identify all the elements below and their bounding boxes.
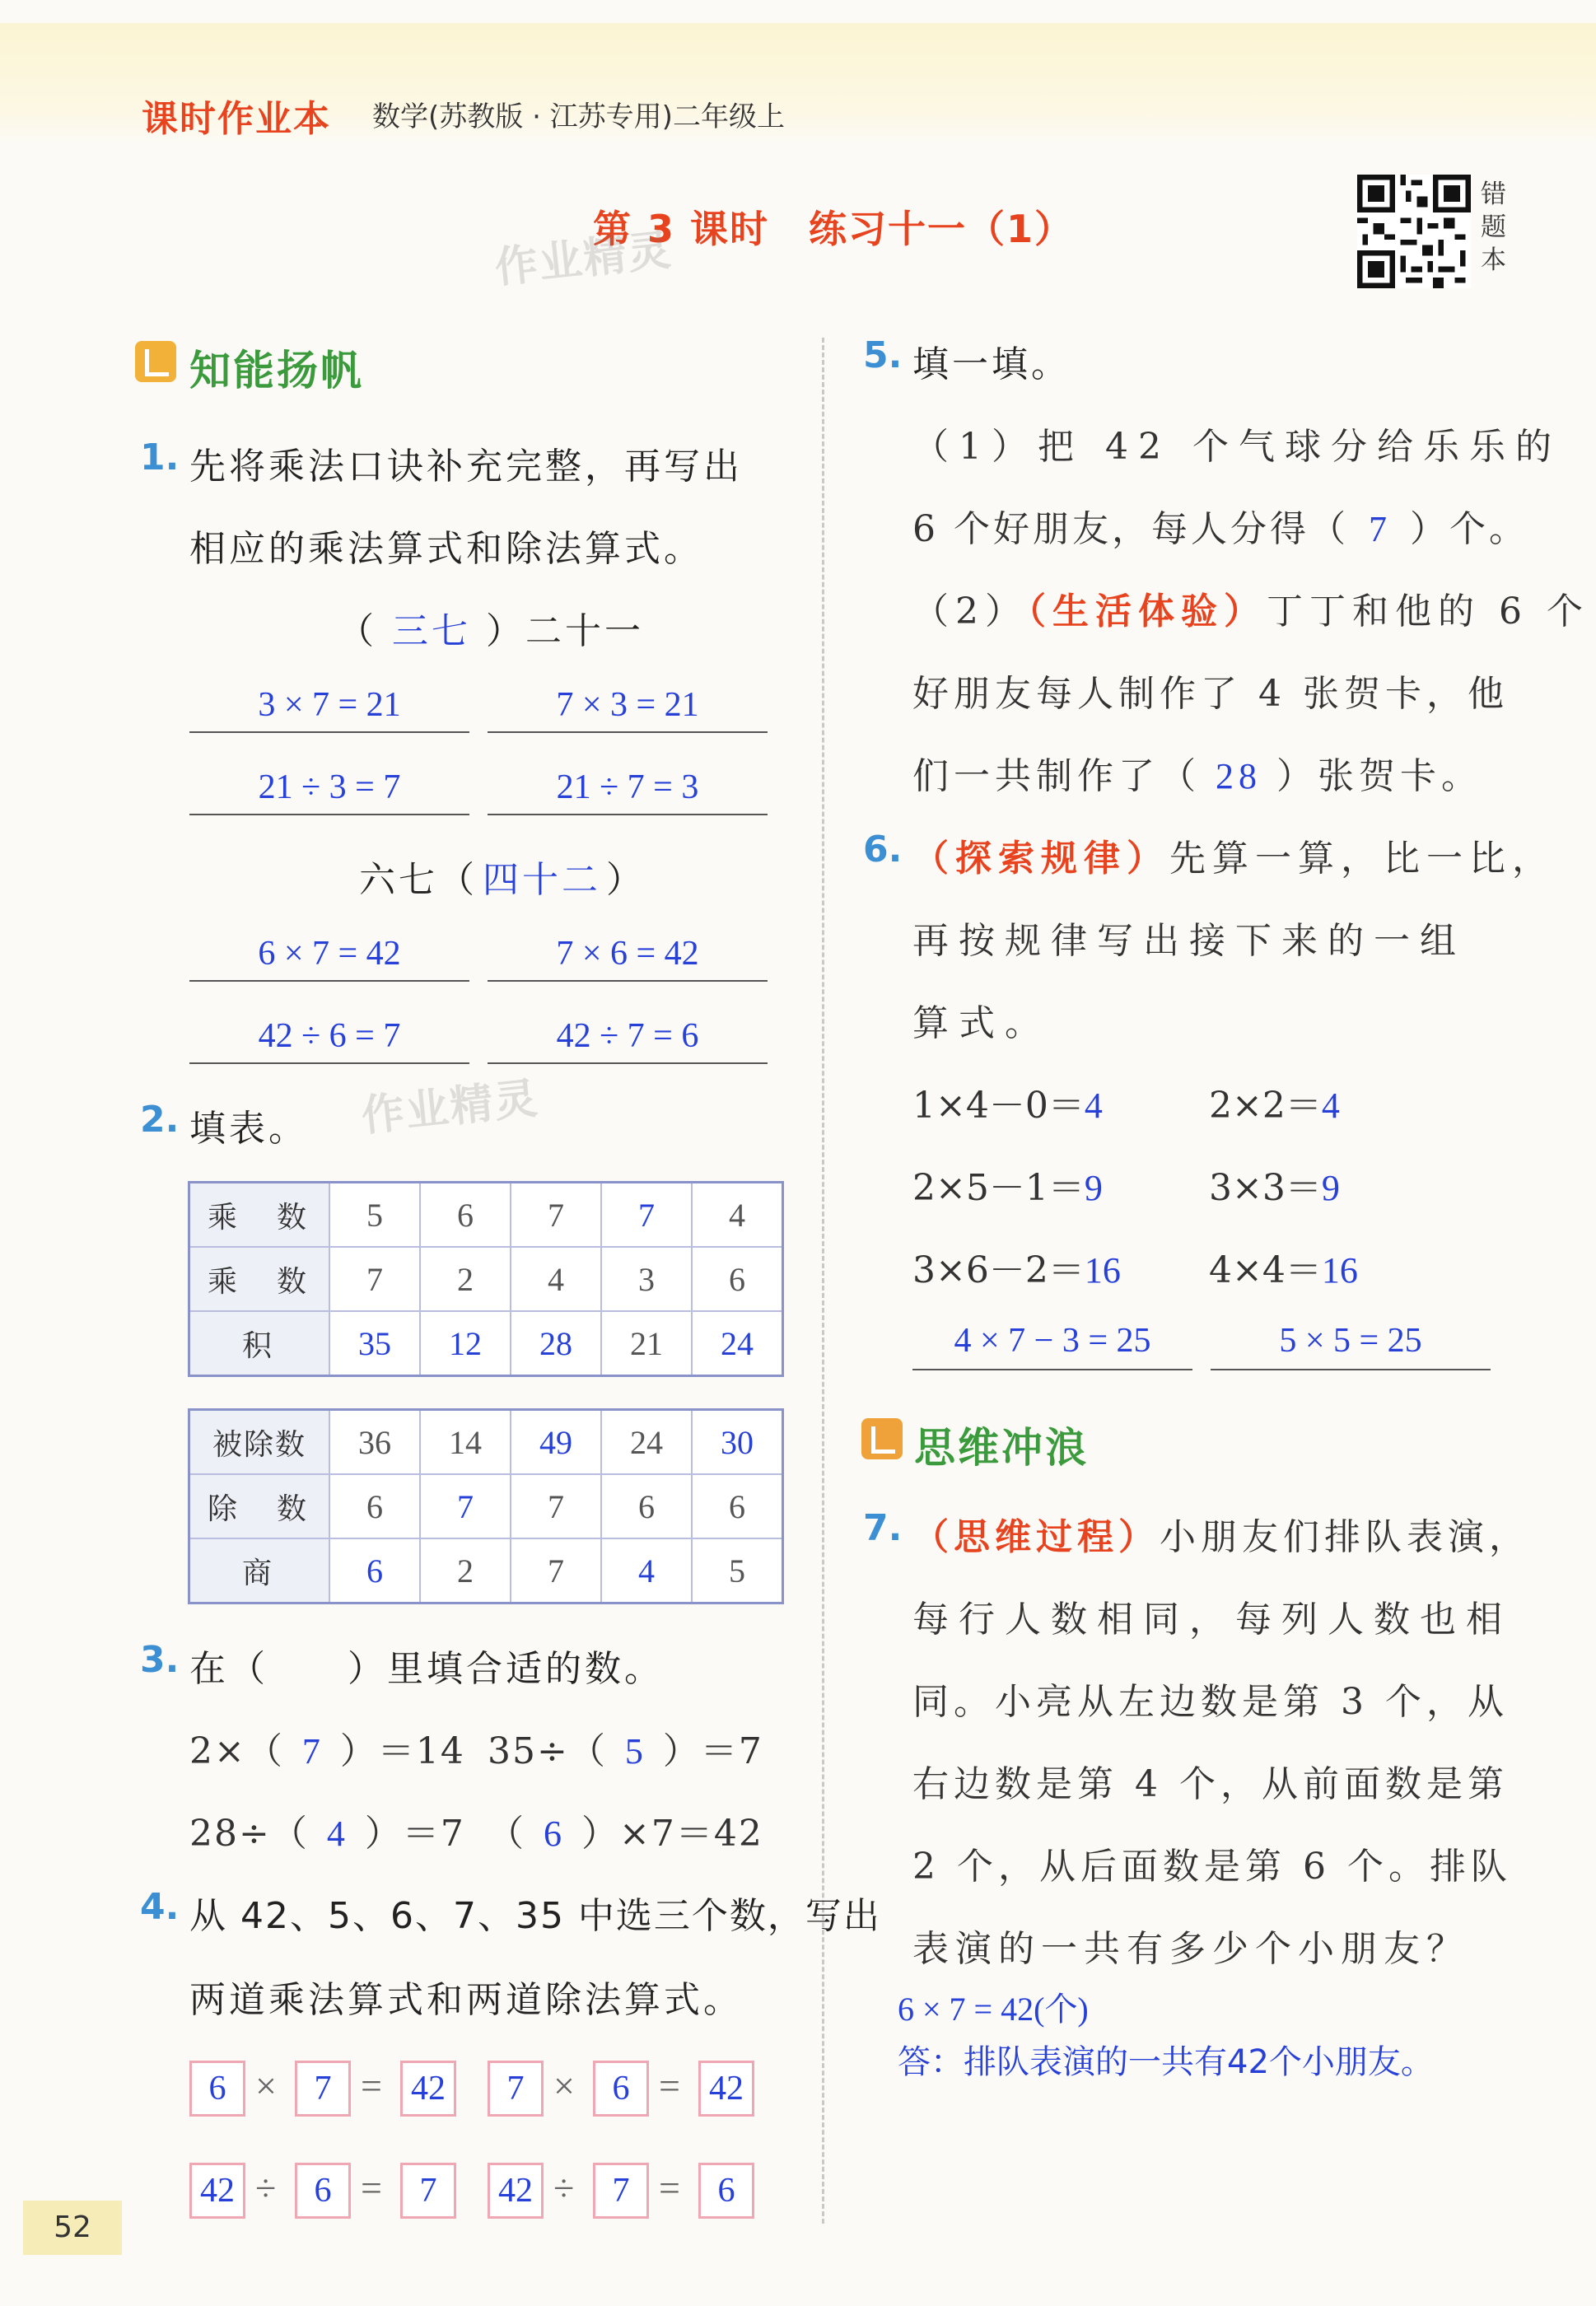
answer-box: 6 xyxy=(698,2163,754,2219)
watermark: 作业精灵 xyxy=(359,1073,542,1142)
table-cell-answer: 12 xyxy=(420,1311,511,1376)
section-title: 知能扬帆 xyxy=(189,347,364,394)
division-table xyxy=(188,1408,784,1604)
lesson-title: 第 3 课时 练习十一（1） xyxy=(593,207,1075,251)
fill-equation: （ 6 ）×7＝42 xyxy=(488,1813,763,1855)
table-cell-answer: 30 xyxy=(692,1410,783,1475)
question-text: （探索规律）先算一算，比一比， xyxy=(912,838,1555,880)
table-cell-answer: 4 xyxy=(601,1538,692,1603)
table-cell: 24 xyxy=(601,1410,692,1475)
table-cell-answer: 6 xyxy=(329,1538,420,1603)
operator: × xyxy=(553,2065,575,2107)
answer-line: 5 × 5 = 25 xyxy=(1211,1321,1491,1370)
operator: = xyxy=(361,2167,382,2209)
row-header: 积 xyxy=(189,1311,330,1376)
table-cell: 6 xyxy=(420,1183,511,1248)
table-cell: 5 xyxy=(329,1183,420,1248)
column-divider xyxy=(822,338,824,2224)
question-text: 从 42、5、6、7、35 中选三个数，写出 xyxy=(189,1895,881,1937)
row-header: 商 xyxy=(189,1538,330,1603)
table-cell: 2 xyxy=(420,1538,511,1603)
table-cell: 6 xyxy=(329,1474,420,1538)
pattern-equation: 3×3＝9 xyxy=(1209,1167,1340,1209)
fill-equation: 2×（ 7 ）＝14 xyxy=(189,1730,465,1772)
answer-box: 7 xyxy=(295,2061,351,2117)
table-cell-answer: 24 xyxy=(692,1311,783,1376)
question-text: 2 个，从后面数是第 6 个。排队 xyxy=(912,1846,1512,1888)
question-text: 好朋友每人制作了 4 张贺卡，他 xyxy=(912,673,1509,715)
operator: × xyxy=(255,2065,277,2107)
table-cell: 5 xyxy=(692,1538,783,1603)
answer-line: 3 × 7 = 21 xyxy=(189,685,469,733)
answer-box: 7 xyxy=(400,2163,456,2219)
table-cell-answer: 49 xyxy=(511,1410,601,1475)
question-number: 4. xyxy=(140,1886,180,1928)
multiplication-table xyxy=(188,1181,784,1377)
error-notebook-label: 错题本 xyxy=(1481,180,1506,275)
section-icon xyxy=(135,341,176,385)
question-number: 1. xyxy=(140,436,180,478)
question-text: 填表。 xyxy=(189,1108,308,1150)
answer-line: 21 ÷ 3 = 7 xyxy=(189,768,469,815)
question-text: （思维过程）小朋友们排队表演， xyxy=(912,1516,1530,1558)
question-text: 算式。 xyxy=(912,1002,1051,1044)
table-cell: 4 xyxy=(692,1183,783,1248)
row-header: 除 数 xyxy=(189,1474,330,1538)
operator: ÷ xyxy=(255,2167,277,2209)
answer-line: 21 ÷ 7 = 3 xyxy=(488,768,768,815)
table-cell-answer: 35 xyxy=(329,1311,420,1376)
question-text: 先将乘法口诀补充完整，再写出 xyxy=(189,446,743,488)
table-cell: 6 xyxy=(601,1474,692,1538)
pattern-equation: 1×4－0＝4 xyxy=(912,1085,1103,1127)
fill-equation: 35÷（ 5 ）＝7 xyxy=(488,1730,763,1772)
question-text: 每行人数相同，每列人数也相 xyxy=(912,1599,1512,1641)
row-header: 乘 数 xyxy=(189,1247,330,1311)
section-title: 思维冲浪 xyxy=(914,1424,1089,1472)
question-text: （1）把 42 个气球分给乐乐的 xyxy=(912,426,1561,468)
question-text: 填一填。 xyxy=(912,343,1071,385)
table-cell: 7 xyxy=(511,1474,601,1538)
table-cell: 36 xyxy=(329,1410,420,1475)
answer-box: 7 xyxy=(593,2163,649,2219)
row-header: 乘 数 xyxy=(189,1183,330,1248)
section-icon xyxy=(861,1418,903,1463)
question-text: 在（ ）里填合适的数。 xyxy=(189,1648,664,1690)
pattern-equation: 3×6－2＝16 xyxy=(912,1249,1121,1291)
watermark: 作业精灵 xyxy=(492,225,675,294)
operator: = xyxy=(361,2065,382,2107)
question-text: 右边数是第 4 个，从前面数是第 xyxy=(912,1763,1509,1805)
question-number: 2. xyxy=(140,1099,180,1141)
question-text: 两道乘法算式和两道除法算式。 xyxy=(189,1979,743,2021)
question-text: 再按规律写出接下来的一组 xyxy=(912,920,1466,962)
table-cell-answer: 28 xyxy=(511,1311,601,1376)
table-cell: 4 xyxy=(511,1247,601,1311)
answer-line: 4 × 7 − 3 = 25 xyxy=(912,1321,1192,1370)
question-number: 7. xyxy=(863,1507,903,1549)
table-cell: 2 xyxy=(420,1247,511,1311)
rhyme-line: （ 三七 ）二十一 xyxy=(338,610,644,652)
answer-box: 6 xyxy=(189,2061,245,2117)
table-cell: 6 xyxy=(692,1474,783,1538)
question-text: （2）（生活体验）丁丁和他的 6 个 xyxy=(912,591,1589,633)
answer-box: 7 xyxy=(488,2061,544,2117)
table-cell: 21 xyxy=(601,1311,692,1376)
answer-box: 42 xyxy=(400,2061,456,2117)
answer-box: 42 xyxy=(488,2163,544,2219)
operator: = xyxy=(659,2167,680,2209)
row-header: 被除数 xyxy=(189,1410,330,1475)
question-text: 同。小亮从左边数是第 3 个，从 xyxy=(912,1681,1509,1723)
answer-calculation: 6 × 7 = 42(个) xyxy=(898,1991,1089,2028)
table-cell: 7 xyxy=(511,1183,601,1248)
pattern-equation: 2×2＝4 xyxy=(1209,1085,1340,1127)
question-text: 表演的一共有多少个小朋友？ xyxy=(912,1928,1469,1970)
qr-code-icon[interactable] xyxy=(1357,175,1471,288)
answer-box: 6 xyxy=(593,2061,649,2117)
page-number: 52 xyxy=(23,2201,122,2255)
answer-line: 7 × 6 = 42 xyxy=(488,934,768,982)
rhyme-line: 六七（ 四十二 ） xyxy=(359,859,646,901)
table-cell-answer: 7 xyxy=(420,1474,511,1538)
pattern-equation: 4×4＝16 xyxy=(1209,1249,1358,1291)
table-cell: 14 xyxy=(420,1410,511,1475)
answer-line: 42 ÷ 6 = 7 xyxy=(189,1016,469,1064)
operator: ÷ xyxy=(553,2167,575,2209)
question-text: 相应的乘法算式和除法算式。 xyxy=(189,528,703,570)
operator: = xyxy=(659,2065,680,2107)
question-text: 们一共制作了（ 28 ）张贺卡。 xyxy=(912,755,1482,797)
table-cell: 3 xyxy=(601,1247,692,1311)
answer-line: 6 × 7 = 42 xyxy=(189,934,469,982)
answer-line: 7 × 3 = 21 xyxy=(488,685,768,733)
answer-box: 42 xyxy=(698,2061,754,2117)
table-cell: 7 xyxy=(329,1247,420,1311)
table-cell-answer: 7 xyxy=(601,1183,692,1248)
pattern-equation: 2×5－1＝9 xyxy=(912,1167,1103,1209)
book-subtitle: 数学(苏教版 · 江苏专用)二年级上 xyxy=(372,100,785,133)
table-cell: 7 xyxy=(511,1538,601,1603)
table-cell: 6 xyxy=(692,1247,783,1311)
book-brand: 课时作业本 xyxy=(142,98,331,140)
question-number: 5. xyxy=(863,334,903,376)
answer-box: 6 xyxy=(295,2163,351,2219)
answer-line: 42 ÷ 7 = 6 xyxy=(488,1016,768,1064)
answer-box: 42 xyxy=(189,2163,245,2219)
question-text: 6 个好朋友，每人分得（ 7 ）个。 xyxy=(912,508,1528,550)
answer-statement: 答：排队表演的一共有42个小朋友。 xyxy=(898,2043,1434,2081)
question-number: 6. xyxy=(863,829,903,871)
question-number: 3. xyxy=(140,1639,180,1681)
fill-equation: 28÷（ 4 ）＝7 xyxy=(189,1813,465,1855)
